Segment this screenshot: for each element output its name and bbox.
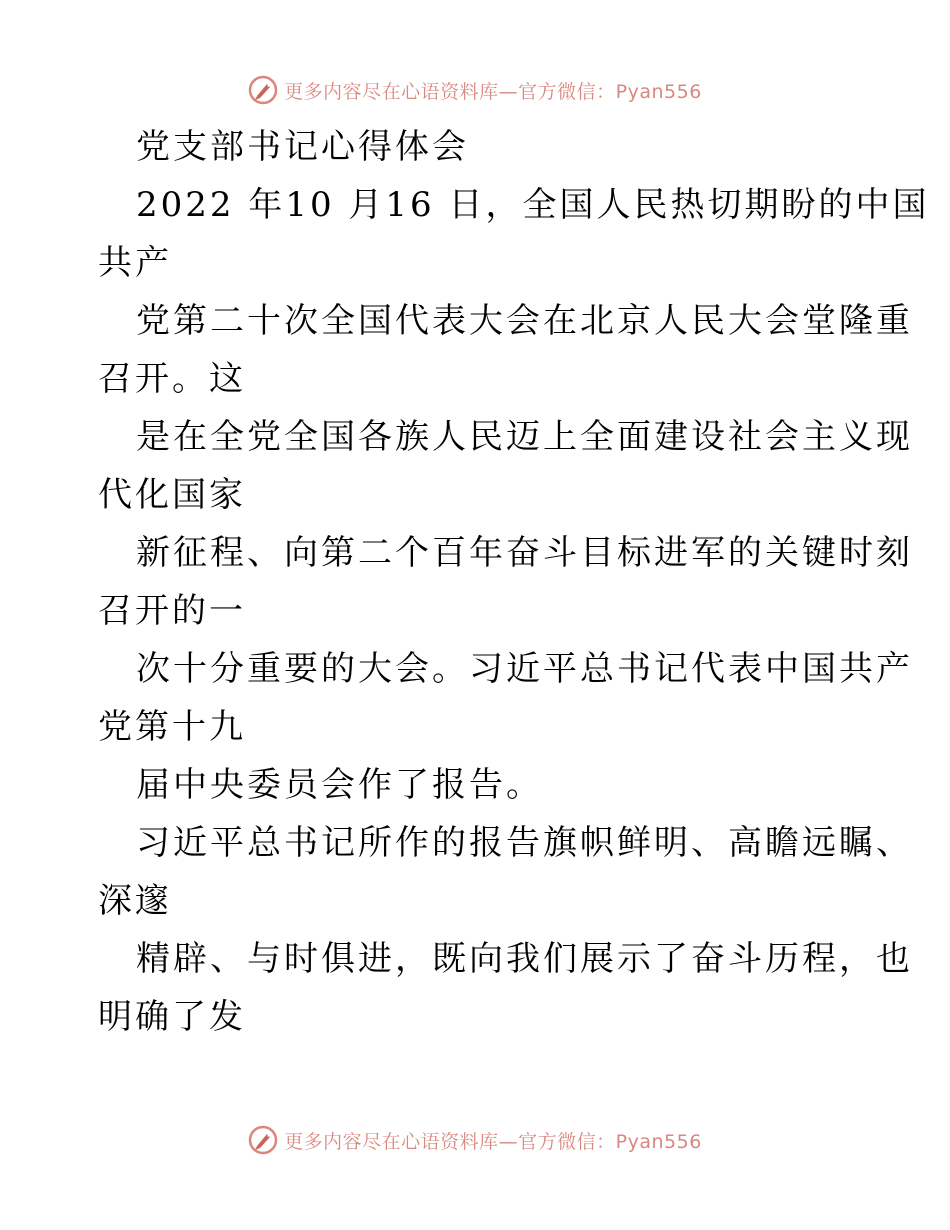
text-line: 次十分重要的大会。习近平总书记代表中国共产 [136, 649, 913, 689]
document-title: 党支部书记心得体会 [136, 127, 469, 167]
watermark-text: 更多内容尽在心语资料库—官方微信：Pyan556 [284, 1130, 702, 1153]
text-line: 新征程、向第二个百年奋斗目标进军的关键时刻 [136, 533, 913, 573]
text-line: 2022 年10 月16 日，全国人民热切期盼的中国 [136, 185, 930, 225]
text-line: 习近平总书记所作的报告旗帜鲜明、高瞻远瞩、 [136, 823, 913, 863]
text-line: 深邃 [98, 881, 172, 921]
text-line: 党第二十次全国代表大会在北京人民大会堂隆重 [136, 301, 913, 341]
text-line: 共产 [98, 243, 172, 283]
text-line: 精辟、与时俱进，既向我们展示了奋斗历程，也 [136, 939, 913, 979]
header-watermark [0, 72, 950, 108]
text-line: 是在全党全国各族人民迈上全面建设社会主义现 [136, 417, 913, 457]
text-line: 召开。这 [98, 359, 246, 399]
fountain-pen-logo-icon [248, 1125, 278, 1155]
text-line: 代化国家 [98, 475, 246, 515]
text-line: 召开的一 [98, 591, 246, 631]
fountain-pen-logo-icon [248, 75, 278, 105]
footer-watermark [0, 1122, 950, 1158]
watermark-text: 更多内容尽在心语资料库—官方微信：Pyan556 [284, 80, 702, 103]
text-line: 明确了发 [98, 997, 246, 1037]
text-line: 党第十九 [98, 707, 246, 747]
document-body [98, 118, 930, 1046]
text-line: 届中央委员会作了报告。 [136, 765, 543, 805]
